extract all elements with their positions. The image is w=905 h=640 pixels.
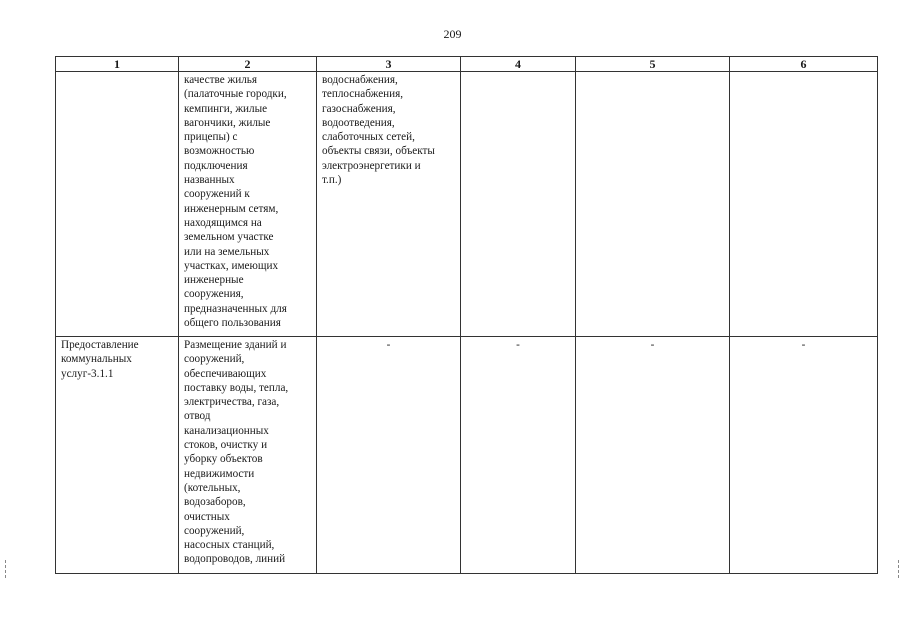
- column-header-5: 5: [576, 57, 730, 72]
- right-margin-mark: [898, 560, 901, 578]
- table-cell: [576, 337, 730, 574]
- cell-text: [730, 72, 877, 336]
- cell-dash: -: [516, 339, 520, 351]
- cell-text: качестве жилья (палаточные городки, кемпинги, жилые вагончики, жилые прицепы) с возможностью подключения названных сооружений к инженерным сетям, находящимся на земельном участке или на земельных участках, имеющих инженерные сооружения, предназначенных для общего пользования: [184, 74, 287, 330]
- table-cell: [317, 337, 461, 574]
- column-header-3: 3: [317, 57, 461, 72]
- cell-dash: -: [386, 339, 391, 351]
- cell-text: [56, 72, 178, 336]
- cell-text: [461, 72, 575, 336]
- table-row: [56, 72, 878, 337]
- land-use-type: Предоставление коммунальных услуг-3.1.1: [61, 339, 139, 380]
- table-cell: [56, 72, 179, 337]
- page-number: 209: [443, 27, 462, 41]
- table-cell: [179, 72, 317, 337]
- cell-dash: -: [650, 339, 655, 351]
- table-cell: [576, 72, 730, 337]
- table-row: [56, 337, 878, 574]
- column-header-1: 1: [56, 57, 179, 72]
- table-cell: [461, 72, 576, 337]
- cell-text: [576, 72, 729, 336]
- cell-text: водоснабжения, теплоснабжения, газоснабжения, водоотведения, слаботочных сетей, объекты связи, объекты электроэнергетики и т.п.): [322, 74, 435, 187]
- column-header-4: 4: [461, 57, 576, 72]
- table-cell: [56, 337, 179, 574]
- table-cell: [730, 72, 878, 337]
- cell-dash: -: [801, 339, 806, 351]
- table-cell: [317, 72, 461, 337]
- table-cell: [179, 337, 317, 574]
- column-header-6: 6: [730, 57, 878, 72]
- table-header-row: [56, 57, 878, 72]
- column-header-2: 2: [179, 57, 317, 72]
- land-use-description: Размещение зданий и сооружений, обеспечивающих поставку воды, тепла, электричества, газа, отвод канализационных стоков, очистку и уборку объектов недвижимости (котельных, водозаборов, очистных сооружений, насосных станций, водопроводов, линий: [184, 339, 289, 566]
- regulations-table: [55, 56, 878, 574]
- left-margin-mark: [5, 560, 8, 578]
- table-cell: [461, 337, 576, 574]
- table-cell: [730, 337, 878, 574]
